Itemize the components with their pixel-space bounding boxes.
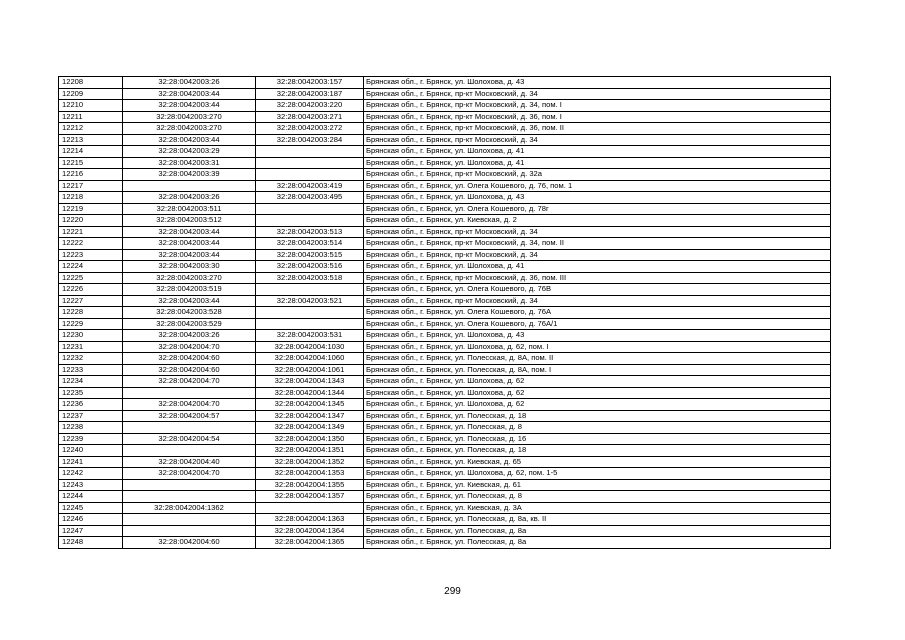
row-number-cell: 12239 [59, 433, 123, 445]
object-number-cell: 32:28:0042004:1363 [256, 514, 364, 526]
object-number-cell: 32:28:0042003:272 [256, 123, 364, 135]
table-row [59, 376, 831, 388]
row-number-cell: 12233 [59, 364, 123, 376]
address-cell: Брянская обл., г. Брянск, ул. Олега Кошевого, д. 76В [364, 284, 831, 296]
object-number-cell: 32:28:0042004:1347 [256, 410, 364, 422]
parcel-number-cell: 32:28:0042003:511 [123, 203, 256, 215]
row-number-cell: 12208 [59, 77, 123, 89]
object-number-cell: 32:28:0042004:1357 [256, 491, 364, 503]
object-number-cell: 32:28:0042003:514 [256, 238, 364, 250]
address-cell: Брянская обл., г. Брянск, пр-кт Московский, д. 34 [364, 226, 831, 238]
address-cell: Брянская обл., г. Брянск, ул. Полесская, д. 8а [364, 537, 831, 549]
table-row [59, 261, 831, 273]
row-number-cell: 12221 [59, 226, 123, 238]
object-number-cell [256, 215, 364, 227]
address-cell: Брянская обл., г. Брянск, ул. Шолохова, д. 62, пом. 1-5 [364, 468, 831, 480]
row-number-cell: 12223 [59, 249, 123, 261]
parcel-number-cell: 32:28:0042004:60 [123, 537, 256, 549]
row-number-cell: 12210 [59, 100, 123, 112]
table-row [59, 203, 831, 215]
object-number-cell: 32:28:0042004:1352 [256, 456, 364, 468]
object-number-cell: 32:28:0042004:1353 [256, 468, 364, 480]
object-number-cell: 32:28:0042003:419 [256, 180, 364, 192]
row-number-cell: 12237 [59, 410, 123, 422]
address-cell: Брянская обл., г. Брянск, ул. Полесская, д. 8А, пом. I [364, 364, 831, 376]
address-cell: Брянская обл., г. Брянск, пр-кт Московский, д. 36, пом. II [364, 123, 831, 135]
row-number-cell: 12227 [59, 295, 123, 307]
parcel-number-cell: 32:28:0042004:70 [123, 376, 256, 388]
object-number-cell: 32:28:0042003:513 [256, 226, 364, 238]
row-number-cell: 12220 [59, 215, 123, 227]
address-cell: Брянская обл., г. Брянск, пр-кт Московский, д. 34, пом. I [364, 100, 831, 112]
parcel-number-cell [123, 479, 256, 491]
row-number-cell: 12248 [59, 537, 123, 549]
row-number-cell: 12218 [59, 192, 123, 204]
object-number-cell: 32:28:0042003:220 [256, 100, 364, 112]
address-cell: Брянская обл., г. Брянск, ул. Шолохова, д. 41 [364, 261, 831, 273]
table-row [59, 525, 831, 537]
table-row [59, 180, 831, 192]
parcel-number-cell: 32:28:0042003:512 [123, 215, 256, 227]
object-number-cell: 32:28:0042004:1060 [256, 353, 364, 365]
parcel-number-cell [123, 491, 256, 503]
object-number-cell [256, 146, 364, 158]
address-cell: Брянская обл., г. Брянск, ул. Шолохова, д. 62 [364, 376, 831, 388]
object-number-cell: 32:28:0042004:1345 [256, 399, 364, 411]
table-row [59, 272, 831, 284]
parcel-number-cell: 32:28:0042003:270 [123, 111, 256, 123]
object-number-cell: 32:28:0042003:518 [256, 272, 364, 284]
object-number-cell [256, 502, 364, 514]
table-row [59, 157, 831, 169]
address-cell: Брянская обл., г. Брянск, ул. Шолохова, д. 41 [364, 146, 831, 158]
address-cell: Брянская обл., г. Брянск, ул. Полесская, д. 8 [364, 491, 831, 503]
parcel-number-cell: 32:28:0042003:44 [123, 100, 256, 112]
address-cell: Брянская обл., г. Брянск, пр-кт Московский, д. 36, пом. I [364, 111, 831, 123]
row-number-cell: 12222 [59, 238, 123, 250]
table-row [59, 134, 831, 146]
address-cell: Брянская обл., г. Брянск, ул. Полесская, д. 8а [364, 525, 831, 537]
address-cell: Брянская обл., г. Брянск, ул. Шолохова, д. 41 [364, 157, 831, 169]
table-row [59, 422, 831, 434]
table-row [59, 192, 831, 204]
address-cell: Брянская обл., г. Брянск, ул. Шолохова, д. 43 [364, 330, 831, 342]
table-row [59, 445, 831, 457]
row-number-cell: 12211 [59, 111, 123, 123]
parcel-number-cell: 32:28:0042003:26 [123, 330, 256, 342]
row-number-cell: 12214 [59, 146, 123, 158]
object-number-cell [256, 203, 364, 215]
row-number-cell: 12225 [59, 272, 123, 284]
parcel-number-cell: 32:28:0042004:70 [123, 341, 256, 353]
address-cell: Брянская обл., г. Брянск, ул. Шолохова, д. 62 [364, 399, 831, 411]
row-number-cell: 12226 [59, 284, 123, 296]
page-number: 299 [444, 586, 461, 597]
parcel-number-cell [123, 445, 256, 457]
row-number-cell: 12215 [59, 157, 123, 169]
table-row [59, 502, 831, 514]
address-cell: Брянская обл., г. Брянск, ул. Полесская, д. 8А, пом. II [364, 353, 831, 365]
row-number-cell: 12236 [59, 399, 123, 411]
table-row [59, 468, 831, 480]
parcel-number-cell: 32:28:0042003:528 [123, 307, 256, 319]
row-number-cell: 12224 [59, 261, 123, 273]
object-number-cell: 32:28:0042004:1351 [256, 445, 364, 457]
address-cell: Брянская обл., г. Брянск, ул. Шолохова, д. 43 [364, 77, 831, 89]
parcel-number-cell: 32:28:0042003:26 [123, 192, 256, 204]
object-number-cell: 32:28:0042003:521 [256, 295, 364, 307]
row-number-cell: 12216 [59, 169, 123, 181]
object-number-cell: 32:28:0042003:531 [256, 330, 364, 342]
object-number-cell: 32:28:0042003:515 [256, 249, 364, 261]
object-number-cell: 32:28:0042004:1343 [256, 376, 364, 388]
parcel-number-cell: 32:28:0042003:44 [123, 238, 256, 250]
row-number-cell: 12217 [59, 180, 123, 192]
table-row [59, 295, 831, 307]
address-cell: Брянская обл., г. Брянск, пр-кт Московский, д. 34 [364, 88, 831, 100]
parcel-number-cell [123, 387, 256, 399]
table-row [59, 88, 831, 100]
row-number-cell: 12234 [59, 376, 123, 388]
row-number-cell: 12231 [59, 341, 123, 353]
parcel-number-cell: 32:28:0042003:44 [123, 134, 256, 146]
address-cell: Брянская обл., г. Брянск, ул. Шолохова, д. 62, пом. I [364, 341, 831, 353]
parcel-number-cell: 32:28:0042003:29 [123, 146, 256, 158]
row-number-cell: 12244 [59, 491, 123, 503]
table-row [59, 111, 831, 123]
table-row [59, 100, 831, 112]
table-row [59, 456, 831, 468]
parcel-number-cell: 32:28:0042003:519 [123, 284, 256, 296]
object-number-cell: 32:28:0042004:1364 [256, 525, 364, 537]
row-number-cell: 12240 [59, 445, 123, 457]
object-number-cell: 32:28:0042003:157 [256, 77, 364, 89]
parcel-number-cell: 32:28:0042004:1362 [123, 502, 256, 514]
object-number-cell: 32:28:0042004:1349 [256, 422, 364, 434]
row-number-cell: 12209 [59, 88, 123, 100]
table-row [59, 318, 831, 330]
table-row [59, 215, 831, 227]
table-row [59, 284, 831, 296]
table-row [59, 330, 831, 342]
address-cell: Брянская обл., г. Брянск, пр-кт Московский, д. 32а [364, 169, 831, 181]
object-number-cell: 32:28:0042004:1344 [256, 387, 364, 399]
address-cell: Брянская обл., г. Брянск, ул. Олега Кошевого, д. 76, пом. 1 [364, 180, 831, 192]
table-row [59, 238, 831, 250]
object-number-cell: 32:28:0042003:187 [256, 88, 364, 100]
row-number-cell: 12229 [59, 318, 123, 330]
row-number-cell: 12245 [59, 502, 123, 514]
object-number-cell: 32:28:0042004:1030 [256, 341, 364, 353]
row-number-cell: 12213 [59, 134, 123, 146]
address-cell: Брянская обл., г. Брянск, пр-кт Московский, д. 34 [364, 295, 831, 307]
parcel-number-cell: 32:28:0042003:44 [123, 295, 256, 307]
parcel-number-cell: 32:28:0042004:54 [123, 433, 256, 445]
table-row [59, 226, 831, 238]
object-number-cell [256, 157, 364, 169]
address-cell: Брянская обл., г. Брянск, пр-кт Московский, д. 34, пом. II [364, 238, 831, 250]
address-cell: Брянская обл., г. Брянск, пр-кт Московский, д. 34 [364, 134, 831, 146]
row-number-cell: 12230 [59, 330, 123, 342]
address-cell: Брянская обл., г. Брянск, ул. Шолохова, д. 62 [364, 387, 831, 399]
address-cell: Брянская обл., г. Брянск, ул. Полесская, д. 16 [364, 433, 831, 445]
object-number-cell [256, 169, 364, 181]
table-row [59, 123, 831, 135]
parcel-number-cell: 32:28:0042003:529 [123, 318, 256, 330]
parcel-number-cell: 32:28:0042004:70 [123, 399, 256, 411]
parcel-number-cell: 32:28:0042004:57 [123, 410, 256, 422]
object-number-cell: 32:28:0042004:1365 [256, 537, 364, 549]
object-number-cell: 32:28:0042004:1355 [256, 479, 364, 491]
parcel-number-cell: 32:28:0042003:26 [123, 77, 256, 89]
row-number-cell: 12247 [59, 525, 123, 537]
parcel-number-cell [123, 525, 256, 537]
object-number-cell: 32:28:0042004:1061 [256, 364, 364, 376]
parcel-number-cell: 32:28:0042004:40 [123, 456, 256, 468]
table-row [59, 307, 831, 319]
table-row [59, 341, 831, 353]
object-number-cell [256, 284, 364, 296]
row-number-cell: 12212 [59, 123, 123, 135]
address-cell: Брянская обл., г. Брянск, ул. Олега Кошевого, д. 76А/1 [364, 318, 831, 330]
object-number-cell [256, 307, 364, 319]
address-cell: Брянская обл., г. Брянск, ул. Киевская, д. 65 [364, 456, 831, 468]
table-row [59, 353, 831, 365]
object-number-cell: 32:28:0042003:516 [256, 261, 364, 273]
parcel-number-cell: 32:28:0042003:270 [123, 272, 256, 284]
row-number-cell: 12232 [59, 353, 123, 365]
address-cell: Брянская обл., г. Брянск, ул. Полесская, д. 18 [364, 410, 831, 422]
address-cell: Брянская обл., г. Брянск, ул. Олега Кошевого, д. 76А [364, 307, 831, 319]
address-cell: Брянская обл., г. Брянск, ул. Полесская, д. 18 [364, 445, 831, 457]
object-number-cell: 32:28:0042004:1350 [256, 433, 364, 445]
parcel-number-cell: 32:28:0042003:39 [123, 169, 256, 181]
parcel-number-cell: 32:28:0042003:44 [123, 249, 256, 261]
parcel-number-cell [123, 180, 256, 192]
parcel-number-cell [123, 514, 256, 526]
object-number-cell: 32:28:0042003:284 [256, 134, 364, 146]
object-number-cell [256, 318, 364, 330]
row-number-cell: 12242 [59, 468, 123, 480]
address-cell: Брянская обл., г. Брянск, пр-кт Московский, д. 34 [364, 249, 831, 261]
parcel-number-cell [123, 422, 256, 434]
address-cell: Брянская обл., г. Брянск, пр-кт Московский, д. 36, пом. III [364, 272, 831, 284]
row-number-cell: 12235 [59, 387, 123, 399]
address-cell: Брянская обл., г. Брянск, ул. Киевская, д. 2 [364, 215, 831, 227]
table-row [59, 77, 831, 89]
table-row [59, 514, 831, 526]
parcel-number-cell: 32:28:0042003:31 [123, 157, 256, 169]
table-row [59, 537, 831, 549]
table-row [59, 410, 831, 422]
object-number-cell: 32:28:0042003:271 [256, 111, 364, 123]
registry-table [58, 76, 831, 549]
row-number-cell: 12228 [59, 307, 123, 319]
parcel-number-cell: 32:28:0042003:30 [123, 261, 256, 273]
row-number-cell: 12243 [59, 479, 123, 491]
table-row [59, 249, 831, 261]
table-row [59, 399, 831, 411]
address-cell: Брянская обл., г. Брянск, ул. Шолохова, д. 43 [364, 192, 831, 204]
address-cell: Брянская обл., г. Брянск, ул. Полесская, д. 8а, кв. II [364, 514, 831, 526]
address-cell: Брянская обл., г. Брянск, ул. Киевская, д. 3А [364, 502, 831, 514]
table-row [59, 169, 831, 181]
table-row [59, 146, 831, 158]
address-cell: Брянская обл., г. Брянск, ул. Полесская, д. 8 [364, 422, 831, 434]
table-row [59, 479, 831, 491]
row-number-cell: 12219 [59, 203, 123, 215]
table-row [59, 433, 831, 445]
table-row [59, 364, 831, 376]
registry-table-body [59, 77, 831, 549]
address-cell: Брянская обл., г. Брянск, ул. Киевская, д. 61 [364, 479, 831, 491]
parcel-number-cell: 32:28:0042003:44 [123, 88, 256, 100]
address-cell: Брянская обл., г. Брянск, ул. Олега Кошевого, д. 78г [364, 203, 831, 215]
table-row [59, 387, 831, 399]
parcel-number-cell: 32:28:0042004:60 [123, 364, 256, 376]
parcel-number-cell: 32:28:0042003:270 [123, 123, 256, 135]
parcel-number-cell: 32:28:0042004:70 [123, 468, 256, 480]
table-row [59, 491, 831, 503]
parcel-number-cell: 32:28:0042004:60 [123, 353, 256, 365]
row-number-cell: 12238 [59, 422, 123, 434]
row-number-cell: 12246 [59, 514, 123, 526]
row-number-cell: 12241 [59, 456, 123, 468]
object-number-cell: 32:28:0042003:495 [256, 192, 364, 204]
parcel-number-cell: 32:28:0042003:44 [123, 226, 256, 238]
